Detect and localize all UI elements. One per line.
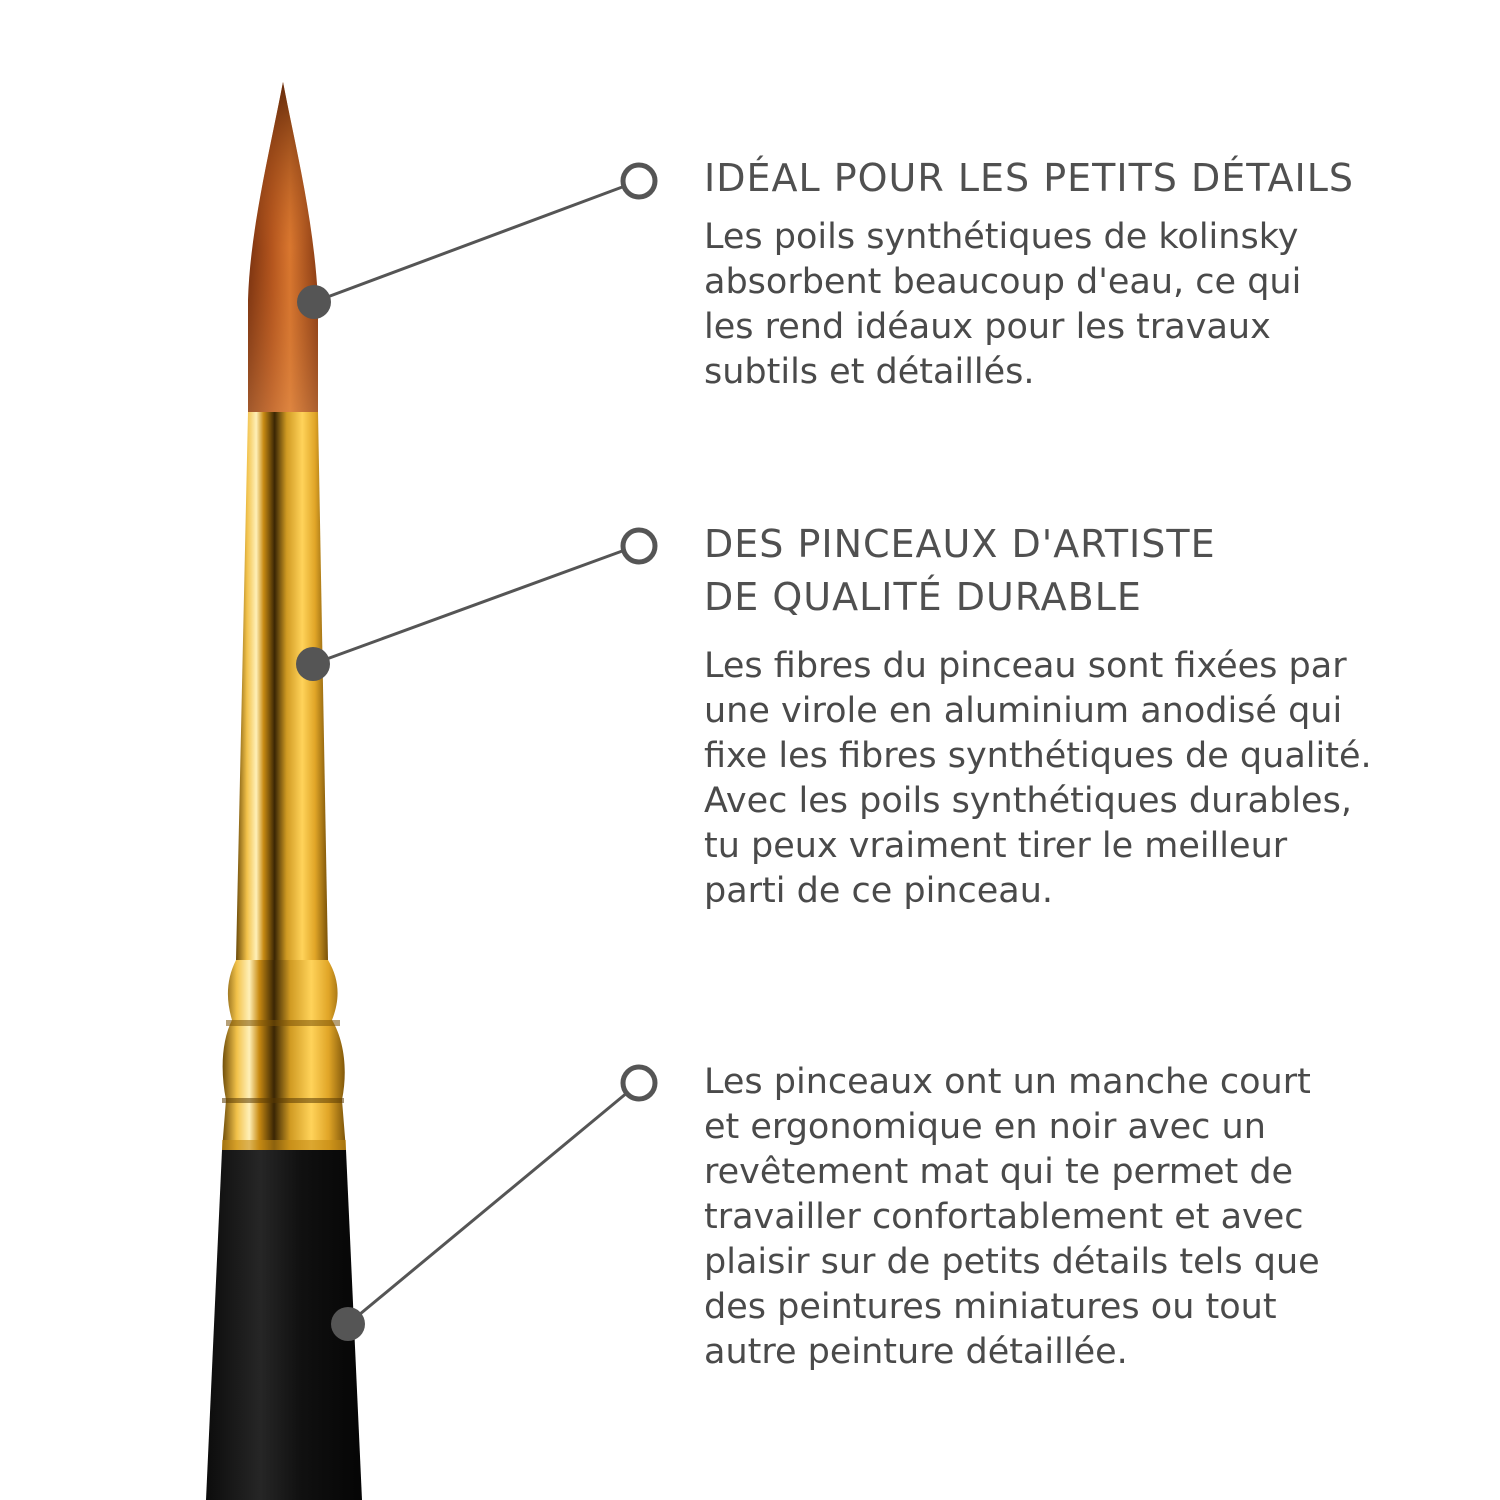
brush-ferrule — [222, 412, 346, 1150]
feature-description-line: les rend idéaux pour les travaux — [704, 307, 1271, 347]
feature-description-line: des peintures miniatures ou tout — [704, 1287, 1277, 1327]
feature-description-line: tu peux vraiment tirer le meilleur — [704, 826, 1288, 866]
callout-dot — [296, 647, 330, 681]
feature-description-line: fixe les fibres synthétiques de qualité. — [704, 736, 1372, 776]
feature-description — [704, 215, 1354, 395]
feature-description-line: plaisir sur de petits détails tels que — [704, 1242, 1320, 1282]
callout-handle — [331, 1067, 655, 1341]
callout-ring — [623, 165, 655, 197]
callout-dot — [331, 1307, 365, 1341]
feature-title — [704, 152, 1354, 205]
callout-ferrule — [296, 530, 655, 681]
feature-title-line: DE QUALITÉ DURABLE — [704, 575, 1142, 619]
feature-title-line: IDÉAL POUR LES PETITS DÉTAILS — [704, 156, 1355, 200]
callout-ring — [623, 1067, 655, 1099]
feature-description-line: subtils et détaillés. — [704, 352, 1035, 392]
feature-description — [704, 644, 1372, 914]
feature-description-line: une virole en aluminium anodisé qui — [704, 691, 1343, 731]
feature-description-line: travailler confortablement et avec — [704, 1197, 1304, 1237]
feature-description-line: Avec les poils synthétiques durables, — [704, 781, 1352, 821]
callout-dot — [297, 285, 331, 319]
feature-title-line: DES PINCEAUX D'ARTISTE — [704, 522, 1216, 566]
feature-description-line: Les fibres du pinceau sont fixées par — [704, 646, 1347, 686]
feature-small-details — [704, 152, 1354, 395]
feature-durable-quality — [704, 518, 1372, 914]
feature-description-line: Les poils synthétiques de kolinsky — [704, 217, 1299, 257]
callout-bristles — [297, 165, 655, 319]
feature-description-line: revêtement mat qui te permet de — [704, 1152, 1294, 1192]
feature-ergonomic-handle — [704, 1060, 1320, 1375]
feature-description-line: autre peinture détaillée. — [704, 1332, 1128, 1372]
callout-ring — [623, 530, 655, 562]
brush-bristles — [248, 82, 318, 412]
feature-description-line: et ergonomique en noir avec un — [704, 1107, 1266, 1147]
feature-description — [704, 1060, 1320, 1375]
feature-title — [704, 518, 1372, 624]
feature-description-line: Les pinceaux ont un manche court — [704, 1062, 1311, 1102]
feature-description-line: parti de ce pinceau. — [704, 871, 1054, 911]
feature-description-line: absorbent beaucoup d'eau, ce qui — [704, 262, 1302, 302]
